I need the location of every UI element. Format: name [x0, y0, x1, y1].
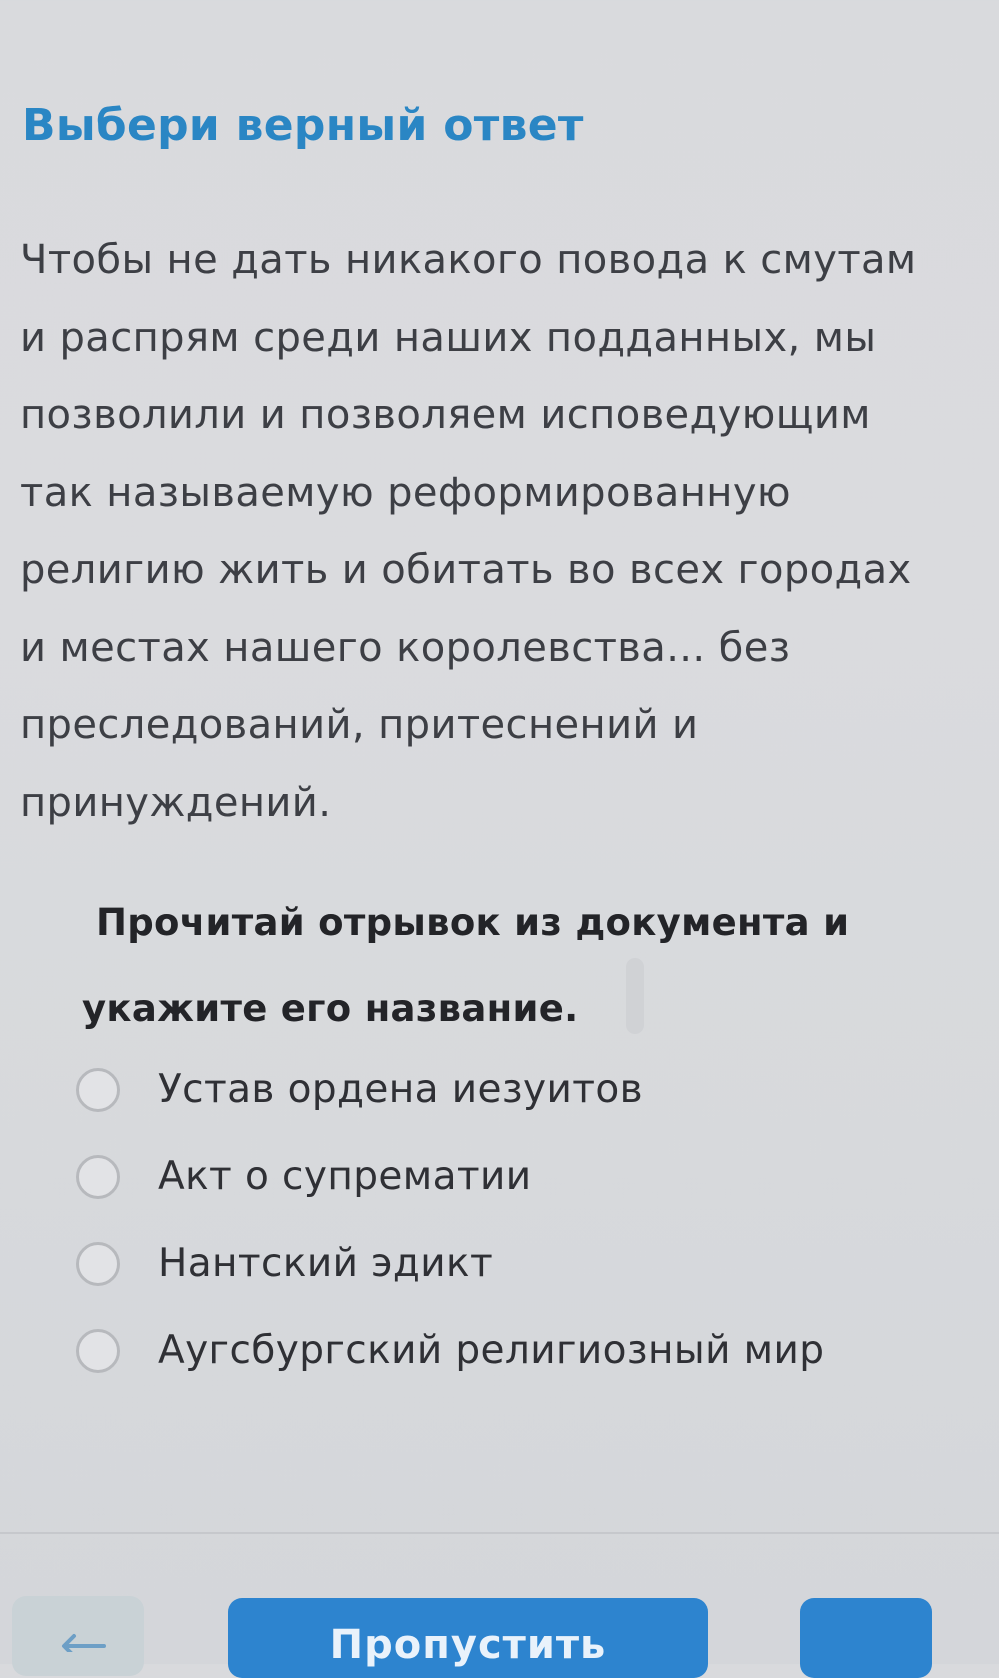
bottom-toolbar [0, 1534, 999, 1668]
excerpt-line: и местах нашего королевства... без [20, 624, 791, 671]
excerpt-line: позволили и позволяем исповедующим [20, 392, 871, 438]
answer-option-label: Акт о супрематии [158, 1154, 532, 1199]
answer-options [76, 1046, 956, 1394]
answer-option-label: Устав ордена иезуитов [158, 1067, 644, 1112]
answer-option[interactable] [76, 1307, 956, 1394]
excerpt-line: религию жить и обитать во всех городах [20, 547, 912, 593]
scroll-indicator [626, 958, 644, 1034]
answer-option[interactable] [76, 1133, 956, 1220]
excerpt-line: Чтобы не дать никакого повода к смутам [20, 237, 917, 283]
radio-button[interactable] [76, 1155, 120, 1199]
radio-button[interactable] [76, 1329, 120, 1373]
answer-option[interactable] [76, 1220, 956, 1307]
question-line: Прочитай отрывок из документа и [96, 901, 850, 944]
radio-button[interactable] [76, 1242, 120, 1286]
arrow-left-icon [60, 1632, 106, 1652]
excerpt-line: так называемую реформированную [20, 469, 791, 516]
excerpt-line: преследований, притеснений и [20, 702, 699, 748]
skip-button-label: Пропустить [329, 1622, 607, 1668]
question-line: укажите его название. [82, 987, 579, 1030]
page-title: Выбери верный ответ [22, 100, 584, 151]
excerpt-line: и распрям среди наших подданных, мы [20, 314, 877, 361]
excerpt-line: принуждений. [20, 779, 332, 826]
answer-option[interactable] [76, 1046, 956, 1133]
back-button[interactable] [12, 1596, 144, 1676]
answer-option-label: Аугсбургский религиозный мир [158, 1328, 825, 1373]
next-button[interactable] [800, 1598, 932, 1678]
document-excerpt [20, 222, 980, 842]
answer-option-label: Нантский эдикт [158, 1241, 494, 1286]
radio-button[interactable] [76, 1068, 120, 1112]
skip-button[interactable] [228, 1598, 708, 1678]
question-text [82, 880, 922, 1052]
